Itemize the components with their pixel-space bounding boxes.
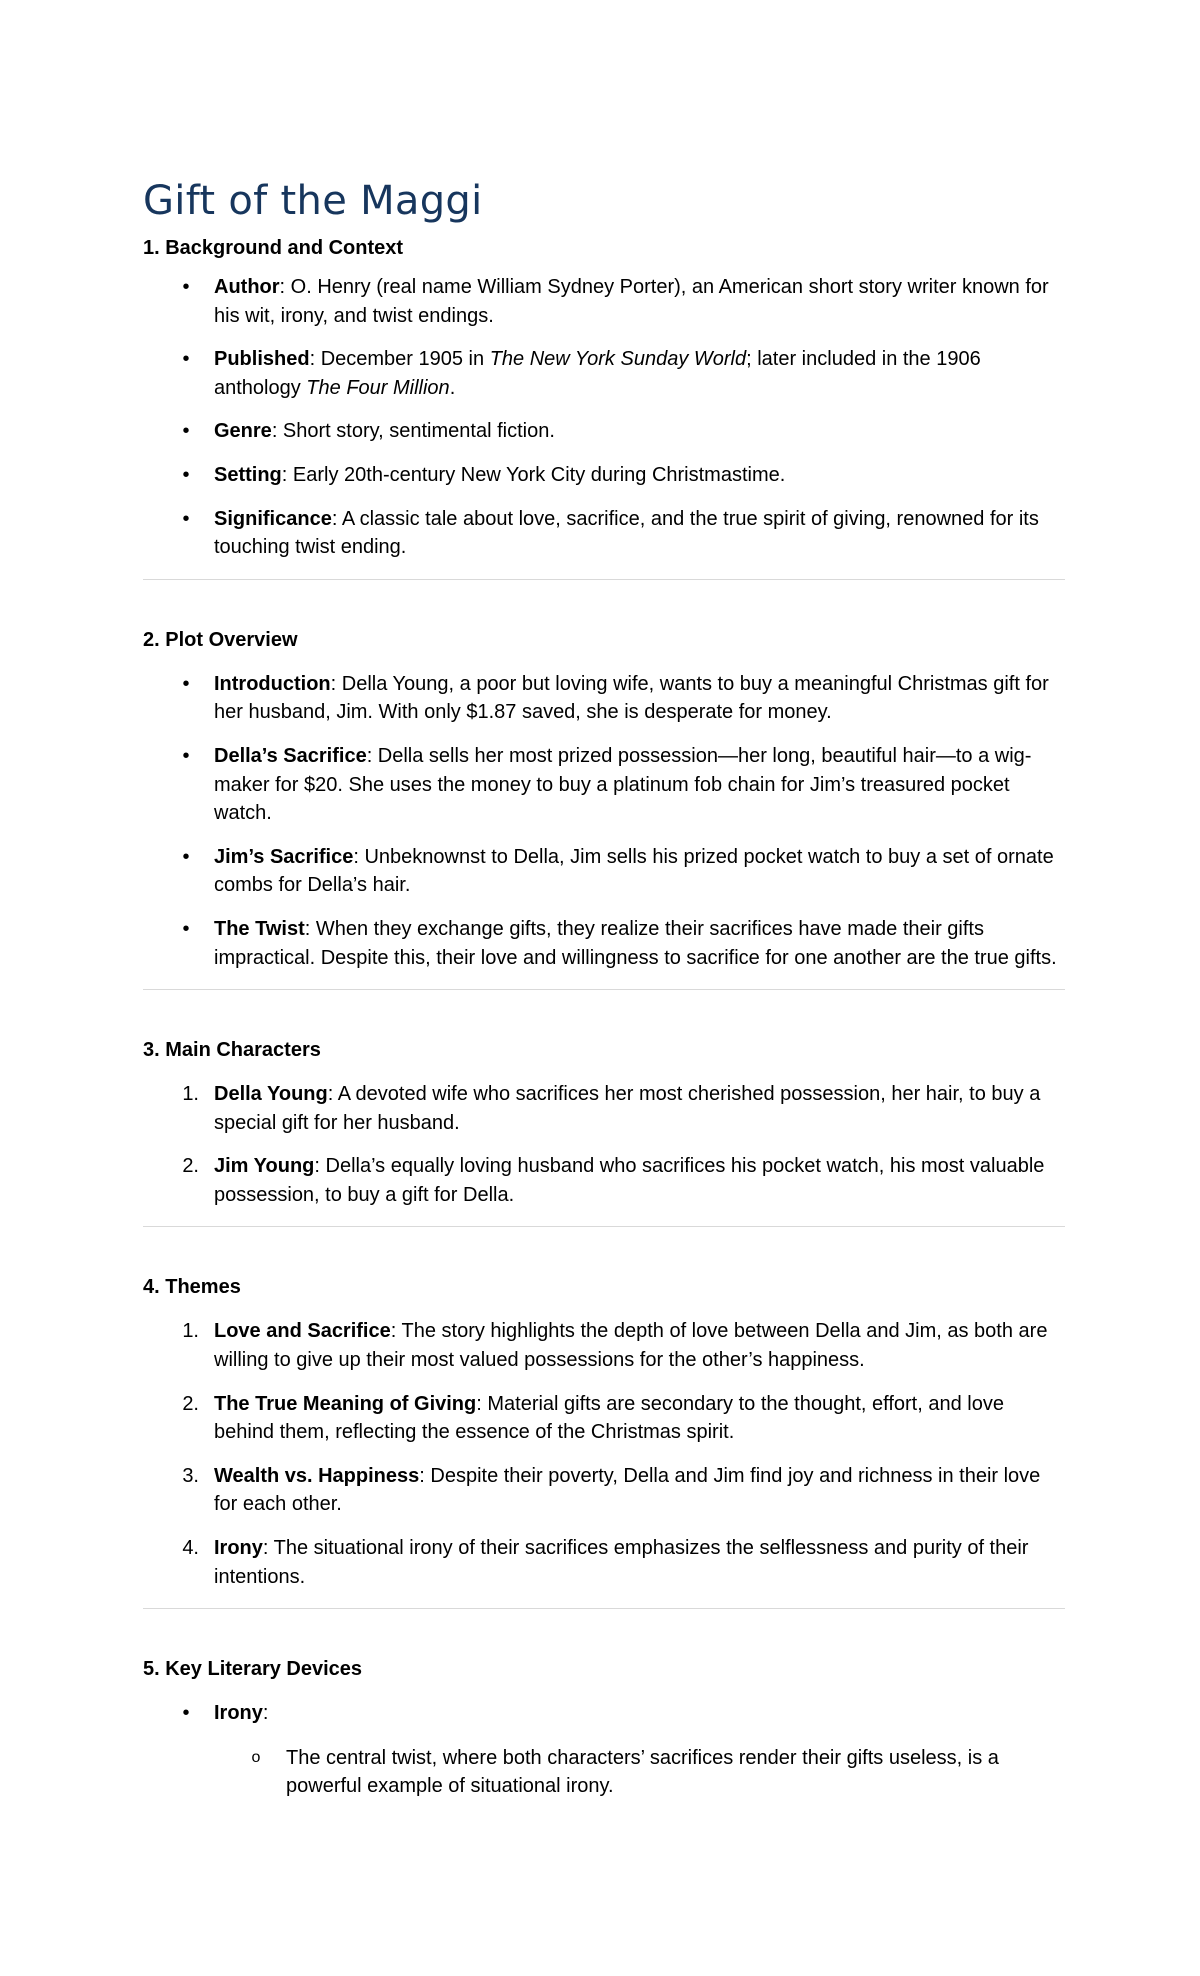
item-term: Genre bbox=[214, 420, 272, 443]
bullet-icon: • bbox=[182, 507, 190, 530]
item-text: : Early 20th-century New York City during Christmastime. bbox=[281, 463, 786, 486]
list-item bbox=[143, 742, 1065, 828]
section-heading-characters: 3. Main Characters bbox=[143, 1039, 321, 1062]
hollow-bullet-icon: o bbox=[251, 1748, 261, 1766]
item-term: Author bbox=[214, 276, 280, 298]
item-text: The central twist, where both characters’ sacrifices render their gifts useless, is a powerful example of situational irony. bbox=[286, 1746, 999, 1798]
item-term: Significance bbox=[214, 507, 332, 530]
item-text: : Unbeknownst to Della, Jim sells his prized pocket watch to buy a set of ornate combs for Della’s hair. bbox=[214, 845, 1054, 897]
item-term: The True Meaning of Giving bbox=[214, 1392, 477, 1415]
section-heading-devices: 5. Key Literary Devices bbox=[143, 1658, 363, 1681]
item-text: : December 1905 in bbox=[309, 348, 490, 371]
list-number: 1. bbox=[182, 1083, 199, 1106]
item-text: : Della Young, a poor but loving wife, wants to buy a meaningful Christmas gift for her husband, Jim. With only $1.87 saved, she is desperate for money. bbox=[214, 672, 1049, 724]
item-text: : O. Henry (real name William Sydney Porter), an American short story writer known for his wit, irony, and twist endings. bbox=[214, 276, 1049, 327]
item-text: : Material gifts are secondary to the thought, effort, and love behind them, reflecting the essence of the Christmas spirit. bbox=[214, 1392, 1004, 1444]
item-term: Published bbox=[214, 348, 310, 371]
section-heading-plot: 2. Plot Overview bbox=[143, 628, 298, 651]
item-term: Della Young bbox=[214, 1083, 328, 1106]
section-divider bbox=[143, 989, 1065, 990]
document-title: Gift of the Maggi bbox=[143, 178, 483, 224]
sub-list-item bbox=[143, 1744, 1065, 1801]
item-term: Introduction bbox=[214, 672, 331, 695]
section-divider bbox=[143, 1226, 1065, 1227]
list-item bbox=[143, 843, 1065, 900]
themes-list bbox=[143, 1317, 1065, 1591]
item-text: : When they exchange gifts, they realize their sacrifices have made their gifts impractical. Despite this, their love and willingness to sacrifice for one another are the true gifts. bbox=[214, 917, 1057, 969]
item-term: Jim’s Sacrifice bbox=[214, 845, 354, 868]
item-text: . bbox=[449, 376, 456, 399]
list-item bbox=[143, 1462, 1065, 1519]
bullet-icon: • bbox=[182, 463, 190, 486]
bullet-icon: • bbox=[182, 672, 190, 695]
list-item bbox=[143, 273, 1065, 330]
list-number: 2. bbox=[182, 1155, 199, 1178]
item-term: The Twist bbox=[214, 917, 305, 940]
devices-sub-list bbox=[143, 1744, 1065, 1801]
item-text: : A classic tale about love, sacrifice, and the true spirit of giving, renowned for its touching twist ending. bbox=[214, 507, 1039, 559]
item-text: : Della sells her most prized possession—her long, beautiful hair—to a wig-maker for $20. She uses the money to buy a platinum fob chain for Jim’s treasured pocket watch. bbox=[214, 744, 1032, 825]
item-term: Wealth vs. Happiness bbox=[214, 1464, 420, 1487]
plot-list bbox=[143, 670, 1065, 972]
list-item bbox=[143, 461, 1065, 490]
list-item bbox=[143, 505, 1065, 562]
list-number: 1. bbox=[182, 1320, 199, 1343]
item-term: Jim Young bbox=[214, 1155, 315, 1178]
item-text: ; later included in the 1906 anthology bbox=[214, 348, 981, 399]
characters-list bbox=[143, 1080, 1065, 1209]
list-item bbox=[143, 670, 1065, 727]
item-term: Irony bbox=[214, 1702, 263, 1725]
item-text: : The situational irony of their sacrifices emphasizes the selflessness and purity of their intentions. bbox=[214, 1537, 1029, 1588]
bullet-icon: • bbox=[182, 845, 190, 868]
list-item bbox=[143, 1317, 1065, 1374]
item-term: Irony bbox=[214, 1537, 263, 1560]
devices-list bbox=[143, 1699, 1065, 1728]
item-text: : The story highlights the depth of love between Della and Jim, as both are willing to give up their most valued possessions for the other’s happiness. bbox=[214, 1320, 1048, 1372]
bullet-icon: • bbox=[182, 420, 190, 443]
list-item bbox=[143, 345, 1065, 402]
list-number: 4. bbox=[182, 1537, 199, 1560]
publication-title: The New York Sunday World bbox=[489, 348, 747, 371]
item-text: : Despite their poverty, Della and Jim find joy and richness in their love for each other. bbox=[214, 1464, 1041, 1516]
bullet-icon: • bbox=[182, 348, 190, 371]
item-text: : Short story, sentimental fiction. bbox=[271, 420, 555, 443]
list-number: 2. bbox=[182, 1392, 199, 1415]
list-number: 3. bbox=[182, 1464, 199, 1487]
bullet-icon: • bbox=[182, 1702, 190, 1725]
section-divider bbox=[143, 579, 1065, 580]
section-heading-themes: 4. Themes bbox=[143, 1276, 241, 1299]
item-text: : Della’s equally loving husband who sacrifices his pocket watch, his most valuable possession, to buy a gift for Della. bbox=[214, 1155, 1045, 1206]
item-text: : A devoted wife who sacrifices her most cherished possession, her hair, to buy a special gift for her husband. bbox=[214, 1083, 1041, 1134]
list-item bbox=[143, 1152, 1065, 1209]
section-divider bbox=[143, 1608, 1065, 1609]
bullet-icon: • bbox=[182, 917, 190, 940]
list-item bbox=[143, 1699, 1065, 1728]
item-text: : bbox=[262, 1702, 269, 1725]
item-term: Setting bbox=[214, 463, 282, 486]
list-item bbox=[143, 915, 1065, 972]
document-page bbox=[143, 175, 1065, 1801]
list-item bbox=[143, 1390, 1065, 1447]
bullet-icon: • bbox=[182, 276, 190, 298]
item-term: Della’s Sacrifice bbox=[214, 744, 367, 767]
list-item bbox=[143, 417, 1065, 446]
background-list bbox=[143, 273, 1065, 562]
list-item bbox=[143, 1534, 1065, 1591]
bullet-icon: • bbox=[182, 744, 190, 767]
anthology-title: The Four Million bbox=[306, 376, 450, 399]
section-heading-background: 1. Background and Context bbox=[143, 237, 404, 259]
list-item bbox=[143, 1080, 1065, 1137]
item-term: Love and Sacrifice bbox=[214, 1320, 391, 1343]
